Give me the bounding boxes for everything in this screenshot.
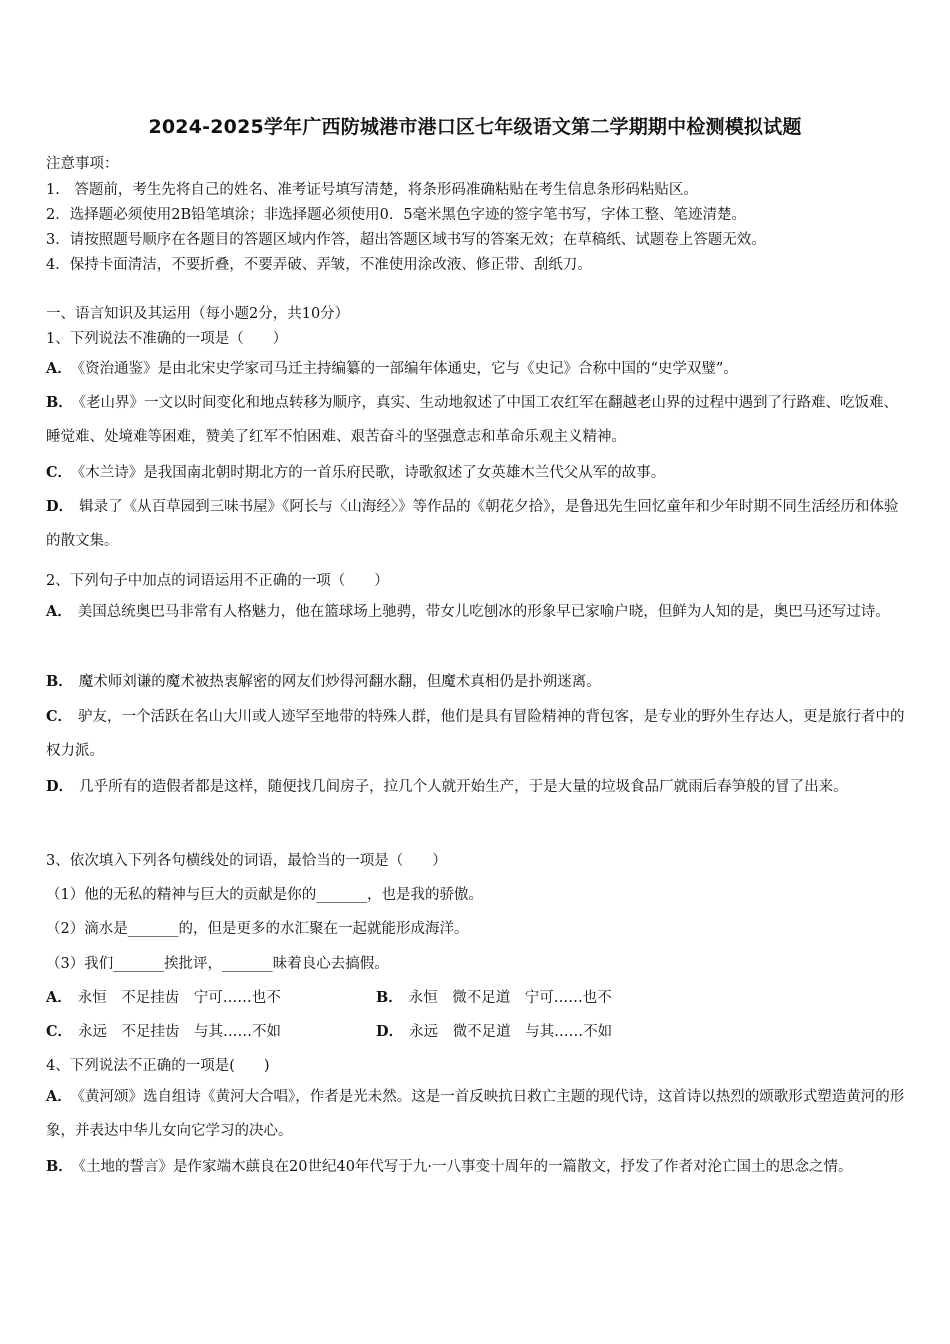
question-1-option-c [46,456,906,490]
option-text: 永恒 微不足道 宁可……也不 [408,990,612,1006]
option-label: A． [46,989,72,1006]
option-label: B． [46,394,73,411]
notice-item: 3．请按照题号顺序在各题目的答题区域内作答，超出答题区域书写的答案无效；在草稿纸、试题卷上答题无效。 [46,232,766,248]
question-3-sentence: （1）他的无私的精神与巨大的贡献是你的_______，也是我的骄傲。 [46,887,483,903]
question-2-option-a [46,595,906,629]
question-3-stem: 3、依次填入下列各句横线处的词语，最恰当的一项是（ ） [46,853,447,869]
option-text: 魔术师刘谦的魔术被热衷解密的网友们炒得河翻水翻，但魔术真相仍是扑朔迷离。 [78,674,601,690]
option-label: D． [376,1023,404,1040]
question-1-option-b [46,386,906,454]
question-4-option-a [46,1080,906,1148]
notice-item: 1. 答题前，考生先将自己的姓名、准考证号填写清楚，将条形码准确粘贴在考生信息条形码粘贴区。 [46,182,698,198]
option-text: 《黄河颂》选自组诗《黄河大合唱》，作者是光未然。这是一首反映抗日救亡主题的现代诗，这首诗以热烈的颂歌形式塑造黄河的形象，并表达中华儿女向它学习的决心。 [46,1089,905,1139]
choice-b [376,986,612,1007]
question-2-option-c [46,700,906,768]
option-label: C． [46,1023,73,1040]
notice-item: 2．选择题必须使用2B铅笔填涂；非选择题必须使用0．5毫米黑色字迹的签字笔书写，字体工整、笔迹清楚。 [46,207,747,223]
notice-heading: 注意事项： [46,156,119,172]
question-3-sentence: （3）我们_______挨批评，_______昧着良心去搞假。 [46,956,389,972]
option-text: 永远 微不足道 与其……不如 [409,1024,613,1040]
option-text: 《土地的誓言》是作家端木蕻良在20世纪40年代写于九·一八事变十周年的一篇散文，抒发了作者对沦亡国土的思念之情。 [78,1159,853,1175]
option-label: C． [46,708,73,725]
option-text: 《木兰诗》是我国南北朝时期北方的一首乐府民歌，诗歌叙述了女英雄木兰代父从军的故事。 [78,465,666,481]
question-1-stem: 1、下列说法不准确的一项是（ ） [46,331,288,347]
question-4-stem: 4、下列说法不正确的一项是( ) [46,1058,270,1074]
question-1-option-d [46,490,906,558]
option-text: 永恒 不足挂齿 宁可……也不 [77,990,281,1006]
question-2-option-b [46,665,906,699]
option-label: B． [46,673,73,690]
question-4-option-b [46,1150,906,1184]
option-text: 辑录了《从百草园到三味书屋》《阿长与〈山海经〉》等作品的《朝花夕拾》，是鲁迅先生回忆童年和少年时期不同生活经历和体验的散文集。 [46,499,899,549]
question-2-stem: 2、下列句子中加点的词语运用不正确的一项（ ） [46,573,389,589]
option-text: 永远 不足挂齿 与其……不如 [78,1024,282,1040]
choice-a [46,986,281,1007]
option-text: 几乎所有的造假者都是这样，随便找几间房子，拉几个人就开始生产，于是大量的垃圾食品厂就雨后春笋般的冒了出来。 [79,779,848,795]
option-text: 美国总统奥巴马非常有人格魅力，他在篮球场上驰骋，带女儿吃刨冰的形象早已家喻户晓，但鲜为人知的是，奥巴马还写过诗。 [77,604,890,620]
option-label: B． [376,989,403,1006]
question-1-option-a [46,352,906,386]
option-text: 《老山界》一文以时间变化和地点转移为顺序，真实、生动地叙述了中国工农红军在翻越老山界的过程中遇到了行路难、吃饭难、睡觉难、处境难等困难，赞美了红军不怕困难、艰苦奋斗的坚强意志和革命乐观主义精神。 [46,395,899,445]
question-2-option-d [46,770,906,804]
choice-c [46,1020,281,1041]
option-label: A． [46,603,72,620]
notice-item: 4．保持卡面清洁，不要折叠，不要弄破、弄皱，不准使用涂改液、修正带、刮纸刀。 [46,257,592,273]
option-label: D． [46,778,74,795]
option-label: B． [46,1158,73,1175]
choice-d [376,1020,612,1041]
option-text: 驴友，一个活跃在名山大川或人迹罕至地带的特殊人群，他们是具有冒险精神的背包客，是专业的野外生存达人，更是旅行者中的权力派。 [46,709,905,759]
question-3-sentence: （2）滴水是_______的，但是更多的水汇聚在一起就能形成海洋。 [46,921,469,937]
section-heading: 一、语言知识及其运用（每小题2分，共10分） [46,306,350,322]
option-text: 《资治通鉴》是由北宋史学家司马迁主持编纂的一部编年体通史，它与《史记》合称中国的“史学双璧”。 [77,361,738,377]
option-label: A． [46,1088,72,1105]
page-title: 2024-2025学年广西防城港市港口区七年级语文第二学期期中检测模拟试题 [148,116,802,138]
option-label: C． [46,464,73,481]
option-label: D． [46,498,74,515]
option-label: A． [46,360,72,377]
